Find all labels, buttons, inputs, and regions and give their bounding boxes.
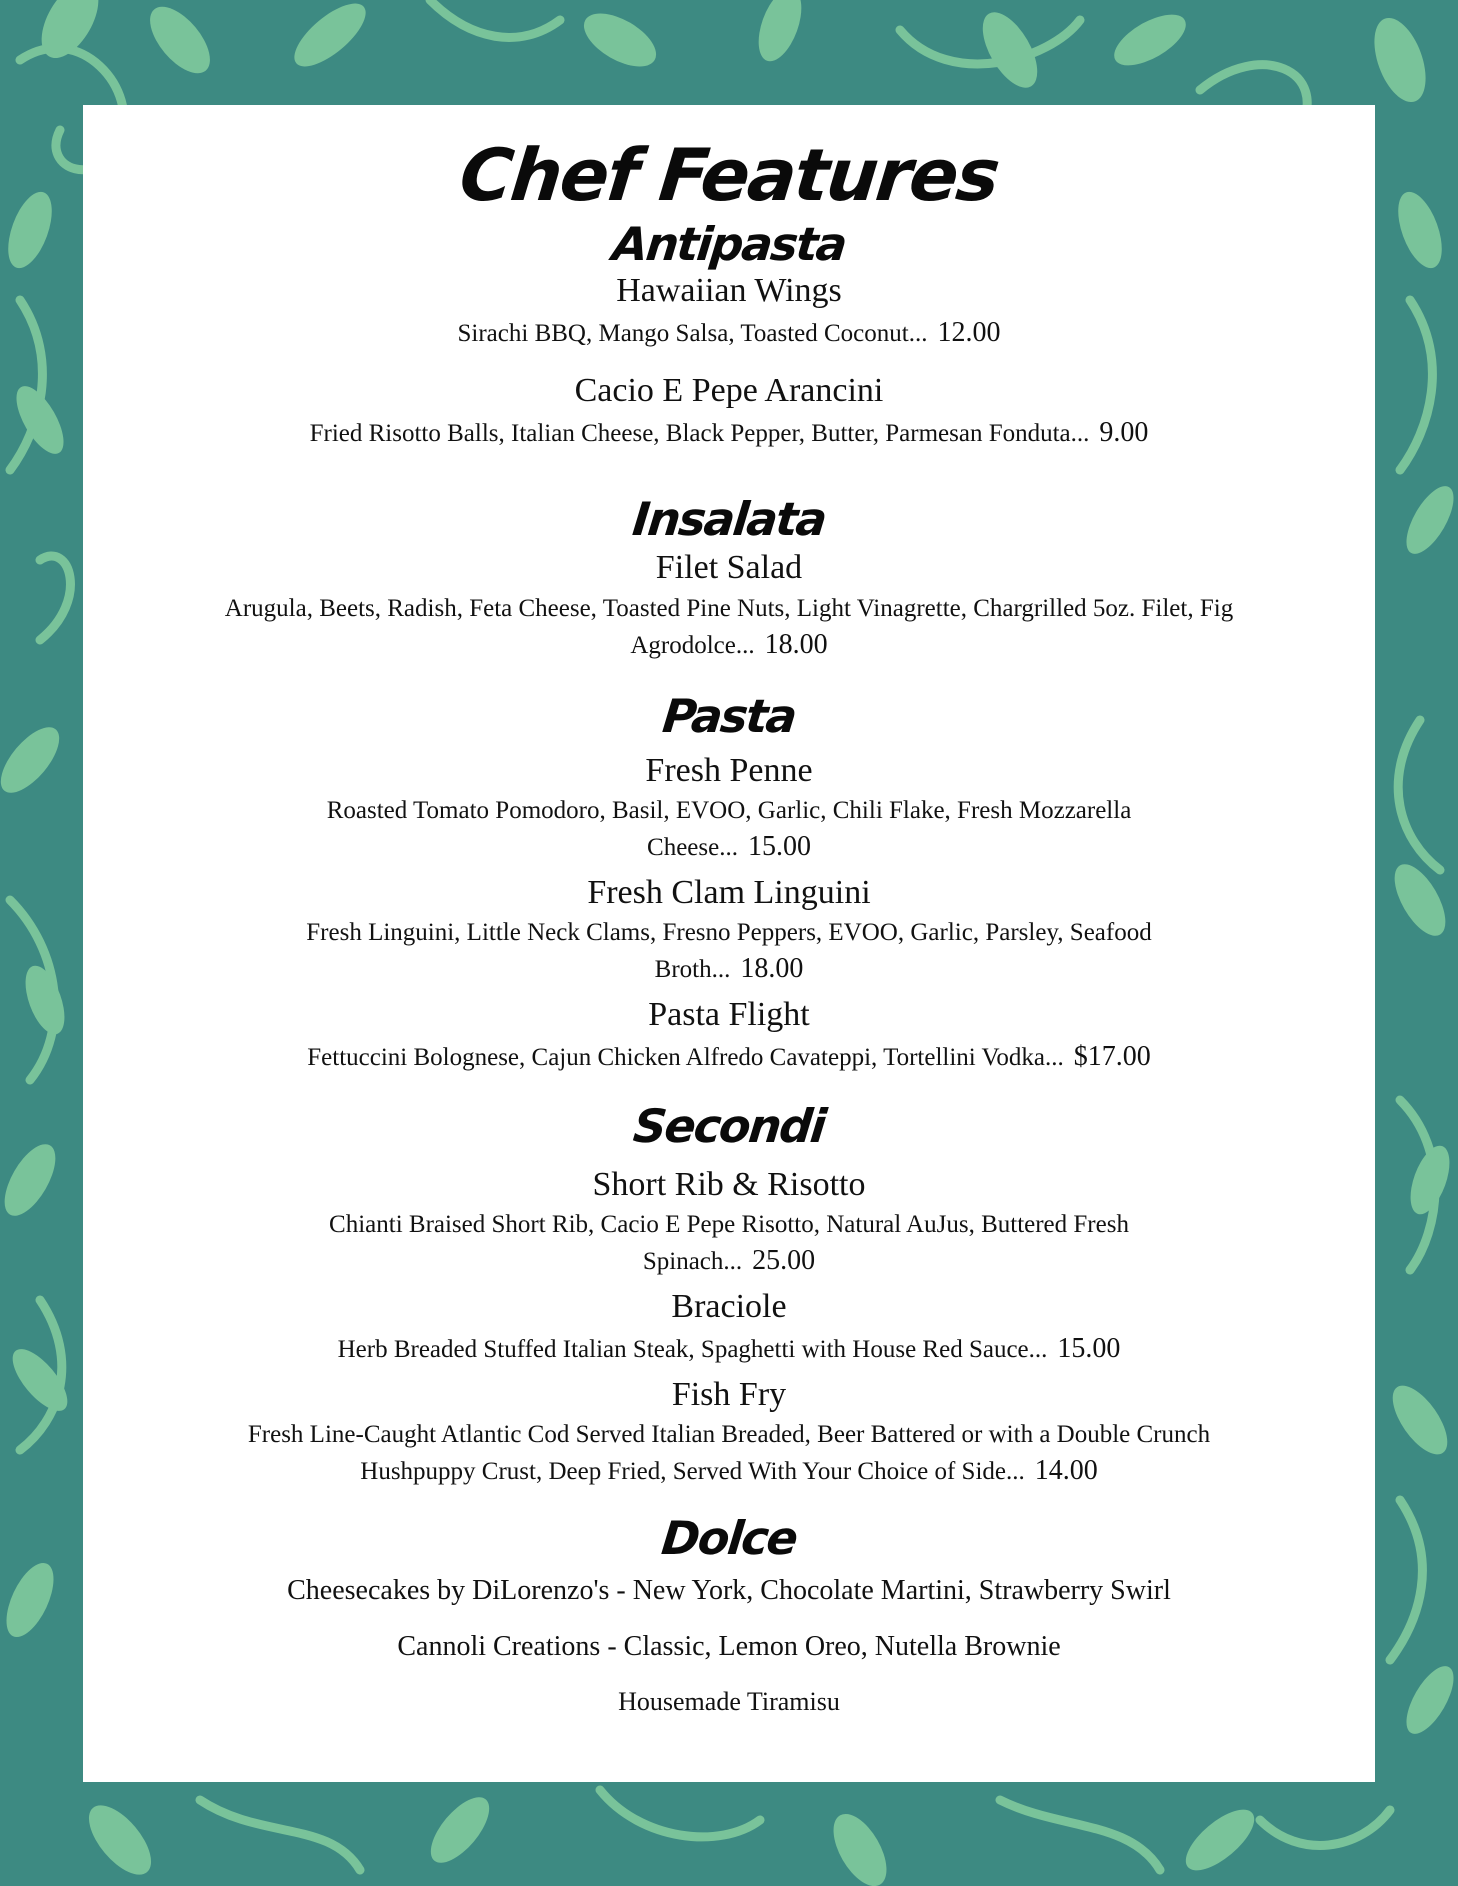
menu-card	[83, 105, 1375, 1782]
menu-item	[83, 548, 1375, 664]
item-name: Braciole	[671, 1288, 787, 1326]
item-name: Filet Salad	[655, 549, 803, 587]
item-description: Fresh Linguini, Little Neck Clams, Fresno Peppers, EVOO, Garlic, Parsley, Seafood Broth... 18.00	[306, 918, 1152, 985]
menu-item	[83, 371, 1375, 453]
dolce-item: Cannoli Creations - Classic, Lemon Oreo, Nutella Brownie	[397, 1630, 1061, 1662]
section-insalata	[83, 492, 1375, 664]
menu-item	[83, 995, 1375, 1077]
dolce-item: Cheesecakes by DiLorenzo's - New York, Chocolate Martini, Strawberry Swirl	[287, 1574, 1171, 1606]
item-price: 14.00	[1034, 1455, 1098, 1487]
item-name: Pasta Flight	[648, 996, 810, 1034]
item-name: Cacio E Pepe Arancini	[574, 371, 884, 409]
menu-item	[83, 271, 1375, 353]
item-price: 15.00	[1057, 1333, 1121, 1365]
item-description: Sirachi BBQ, Mango Salsa, Toasted Coconut... 12.00	[457, 317, 1001, 349]
section-antipasta	[83, 217, 1375, 452]
item-price: 18.00	[740, 953, 804, 985]
menu-title: Chef Features	[455, 133, 1003, 217]
item-description: Arugula, Beets, Radish, Feta Cheese, Toasted Pine Nuts, Light Vinagrette, Chargrilled 5oz. Filet, Fig Agrodolce... 18.00	[224, 594, 1234, 661]
item-price: 25.00	[752, 1245, 816, 1277]
section-title: Antipasta	[609, 217, 849, 271]
section-title: Dolce	[659, 1510, 799, 1565]
item-price: 12.00	[937, 317, 1001, 349]
item-description: Roasted Tomato Pomodoro, Basil, EVOO, Garlic, Chili Flake, Fresh Mozzarella Cheese... 15.00	[326, 796, 1132, 863]
menu-item	[83, 1165, 1375, 1281]
item-description: Fettuccini Bolognese, Cajun Chicken Alfredo Cavateppi, Tortellini Vodka... $17.00	[307, 1041, 1151, 1073]
menu-item	[83, 873, 1375, 989]
section-title: Insalata	[630, 492, 828, 547]
item-price: $17.00	[1073, 1041, 1151, 1073]
item-description: Fresh Line-Caught Atlantic Cod Served Italian Breaded, Beer Battered or with a Double Crunch Hushpuppy Crust, Deep Fried, Served With Your Choice of Side... 14.00	[247, 1420, 1211, 1487]
item-price: 9.00	[1099, 416, 1149, 448]
item-price: 18.00	[764, 629, 828, 661]
item-name: Hawaiian Wings	[616, 272, 842, 309]
item-description: Fried Risotto Balls, Italian Cheese, Black Pepper, Butter, Parmesan Fonduta... 9.00	[309, 416, 1149, 448]
section-title: Secondi	[630, 1098, 828, 1153]
section-title: Pasta	[660, 688, 798, 743]
menu-item	[83, 751, 1375, 867]
section-secondi	[83, 1098, 1375, 1491]
item-name: Fresh Penne	[645, 751, 813, 789]
item-name: Short Rib & Risotto	[592, 1165, 866, 1203]
item-price: 15.00	[747, 831, 811, 863]
section-dolce	[83, 1510, 1375, 1717]
menu-item	[83, 1375, 1375, 1491]
item-name: Fish Fry	[671, 1375, 787, 1413]
section-pasta	[83, 688, 1375, 1077]
dolce-item: Housemade Tiramisu	[618, 1686, 840, 1716]
item-name: Fresh Clam Linguini	[587, 873, 871, 911]
item-description: Chianti Braised Short Rib, Cacio E Pepe Risotto, Natural AuJus, Buttered Fresh Spinach... 25.00	[329, 1210, 1129, 1277]
menu-item	[83, 1287, 1375, 1369]
item-description: Herb Breaded Stuffed Italian Steak, Spaghetti with House Red Sauce... 15.00	[337, 1333, 1121, 1365]
